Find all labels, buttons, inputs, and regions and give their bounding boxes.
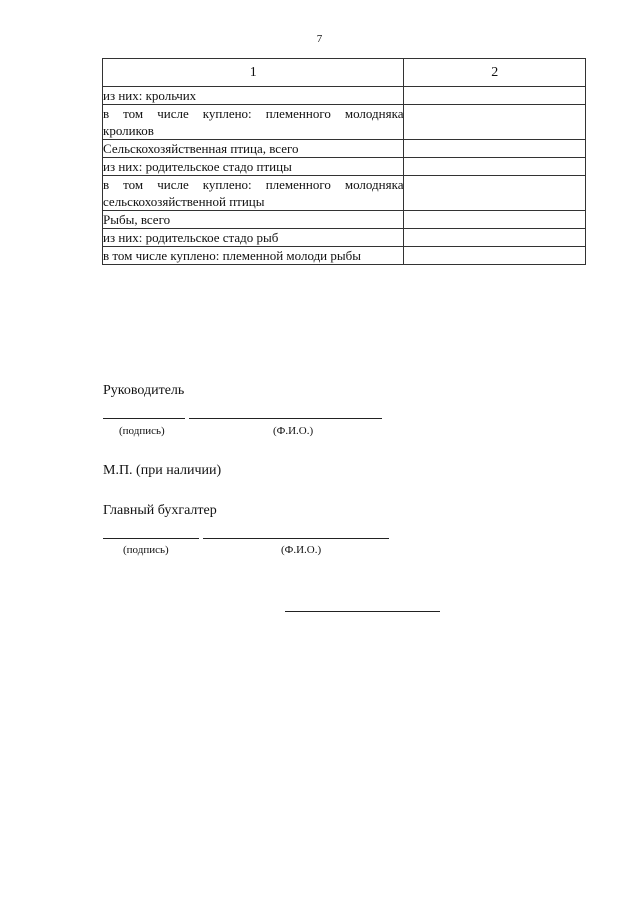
head-label: Руководитель bbox=[103, 383, 185, 398]
accountant-signature-caption: (подпись) bbox=[123, 544, 169, 556]
page-number: 7 bbox=[316, 33, 323, 45]
head-signature-line[interactable] bbox=[103, 418, 185, 419]
row-value-cell[interactable] bbox=[404, 158, 586, 176]
row-label: из них: родительское стадо рыб bbox=[103, 229, 404, 247]
row-label: в том числе куплено: племенной молоди рыбы bbox=[103, 247, 404, 265]
accountant-name-line[interactable] bbox=[203, 538, 389, 539]
table-row bbox=[103, 247, 586, 265]
table-row bbox=[103, 105, 586, 140]
head-signature-caption: (подпись) bbox=[119, 425, 165, 437]
column-header-1: 1 bbox=[103, 59, 404, 87]
row-label: Рыбы, всего bbox=[103, 211, 404, 229]
row-value-cell[interactable] bbox=[404, 229, 586, 247]
accountant-name-caption: (Ф.И.О.) bbox=[281, 544, 322, 556]
table-header-row bbox=[103, 59, 586, 87]
head-name-caption: (Ф.И.О.) bbox=[273, 425, 314, 437]
row-value-cell[interactable] bbox=[404, 140, 586, 158]
table-row bbox=[103, 87, 586, 105]
seal-label: М.П. (при наличии) bbox=[103, 463, 222, 478]
table-row bbox=[103, 158, 586, 176]
head-name-line[interactable] bbox=[189, 418, 382, 419]
table-row bbox=[103, 140, 586, 158]
row-value-cell[interactable] bbox=[404, 176, 586, 211]
row-value-cell[interactable] bbox=[404, 247, 586, 265]
accountant-label: Главный бухгалтер bbox=[103, 503, 217, 518]
row-value-cell[interactable] bbox=[404, 105, 586, 140]
table-row bbox=[103, 211, 586, 229]
row-label: в том числе куплено: племенного молодняка сельскохозяйственной птицы bbox=[103, 177, 404, 209]
livestock-table bbox=[102, 58, 586, 265]
column-header-2: 2 bbox=[404, 59, 586, 87]
footer-separator-line bbox=[285, 611, 440, 612]
row-label: из них: родительское стадо птицы bbox=[103, 158, 404, 176]
row-value-cell[interactable] bbox=[404, 211, 586, 229]
row-value-cell[interactable] bbox=[404, 87, 586, 105]
row-label: Сельскохозяйственная птица, всего bbox=[103, 140, 404, 158]
accountant-signature-line[interactable] bbox=[103, 538, 199, 539]
row-label: в том числе куплено: племенного молодняка кроликов bbox=[103, 106, 404, 138]
table-row bbox=[103, 229, 586, 247]
table-row bbox=[103, 176, 586, 211]
row-label: из них: крольчих bbox=[103, 87, 404, 105]
